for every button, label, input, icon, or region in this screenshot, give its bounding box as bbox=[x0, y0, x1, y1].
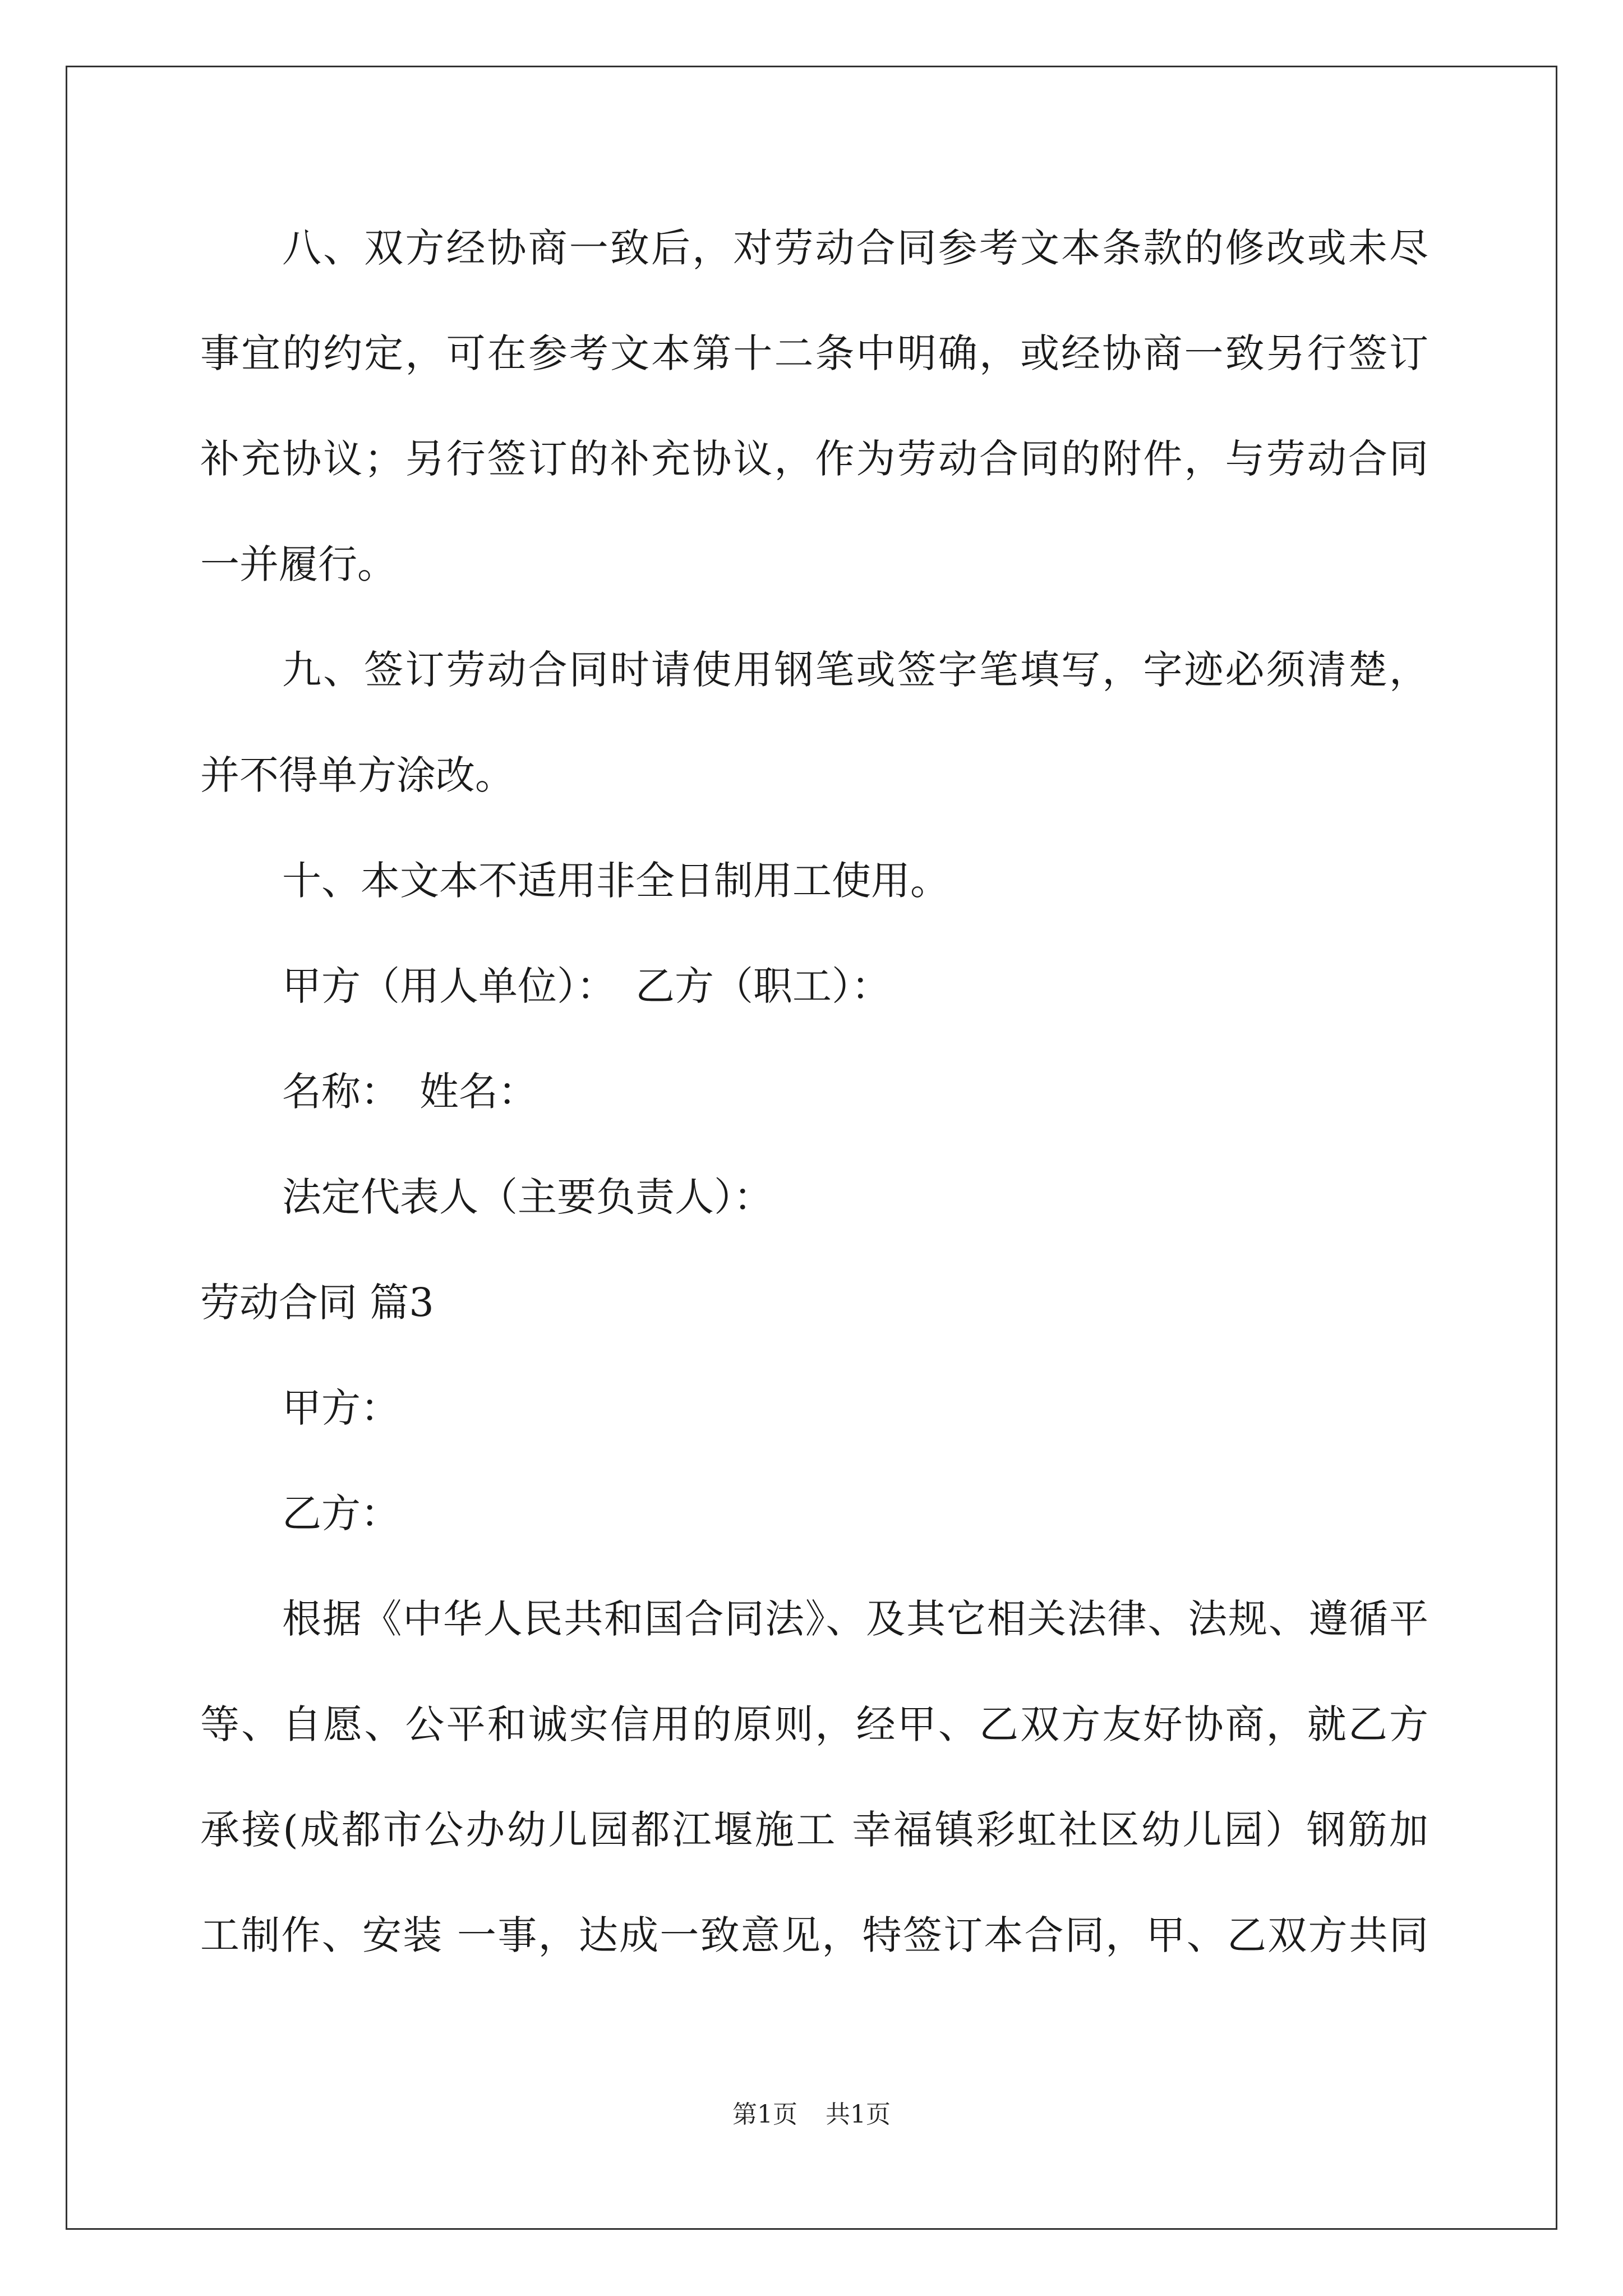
section-heading: 劳动合同 篇3 bbox=[200, 1280, 434, 1326]
party-a-label: 甲方： bbox=[282, 1385, 400, 1431]
page-footer bbox=[0, 2098, 1623, 2132]
contract-intro-line-4: 工制作、安装 一事，达成一致意见，特签订本合同，甲、乙双方共同 bbox=[200, 1912, 1428, 1958]
contract-intro-line-3: 承接(成都市公办幼儿园都江堰施工 幸福镇彩虹社区幼儿园）钢筋加 bbox=[200, 1807, 1428, 1853]
paragraph-8-line-3: 补充协议；另行签订的补充协议，作为劳动合同的附件，与劳动合同 bbox=[200, 436, 1428, 482]
page-total: 共1页 bbox=[826, 2100, 891, 2129]
legal-representative-label: 法定代表人（主要负责人）： bbox=[282, 1174, 773, 1220]
paragraph-8-line-2: 事宜的约定，可在参考文本第十二条中明确，或经协商一致另行签订 bbox=[200, 330, 1428, 376]
contract-intro-line-1: 根据《中华人民共和国合同法》、及其它相关法律、法规、遵循平 bbox=[282, 1596, 1428, 1642]
party-a-b-label: 甲方（用人单位）： 乙方（职工）： bbox=[282, 963, 891, 1009]
paragraph-9-line-1: 九、签订劳动合同时请使用钢笔或签字笔填写，字迹必须清楚， bbox=[282, 647, 1428, 693]
name-label: 名称： 姓名： bbox=[282, 1069, 537, 1115]
paragraph-8-line-4: 一并履行。 bbox=[200, 541, 396, 587]
page-current: 第1页 bbox=[732, 2100, 797, 2129]
paragraph-9-line-2: 并不得单方涂改。 bbox=[200, 752, 514, 798]
page-border bbox=[66, 66, 1557, 2230]
contract-intro-line-2: 等、自愿、公平和诚实信用的原则，经甲、乙双方友好协商，就乙方 bbox=[200, 1701, 1428, 1747]
paragraph-10: 十、本文本不适用非全日制用工使用。 bbox=[282, 858, 949, 904]
paragraph-8-line-1: 八、双方经协商一致后，对劳动合同参考文本条款的修改或未尽 bbox=[282, 225, 1428, 271]
party-b-label: 乙方： bbox=[282, 1490, 400, 1536]
